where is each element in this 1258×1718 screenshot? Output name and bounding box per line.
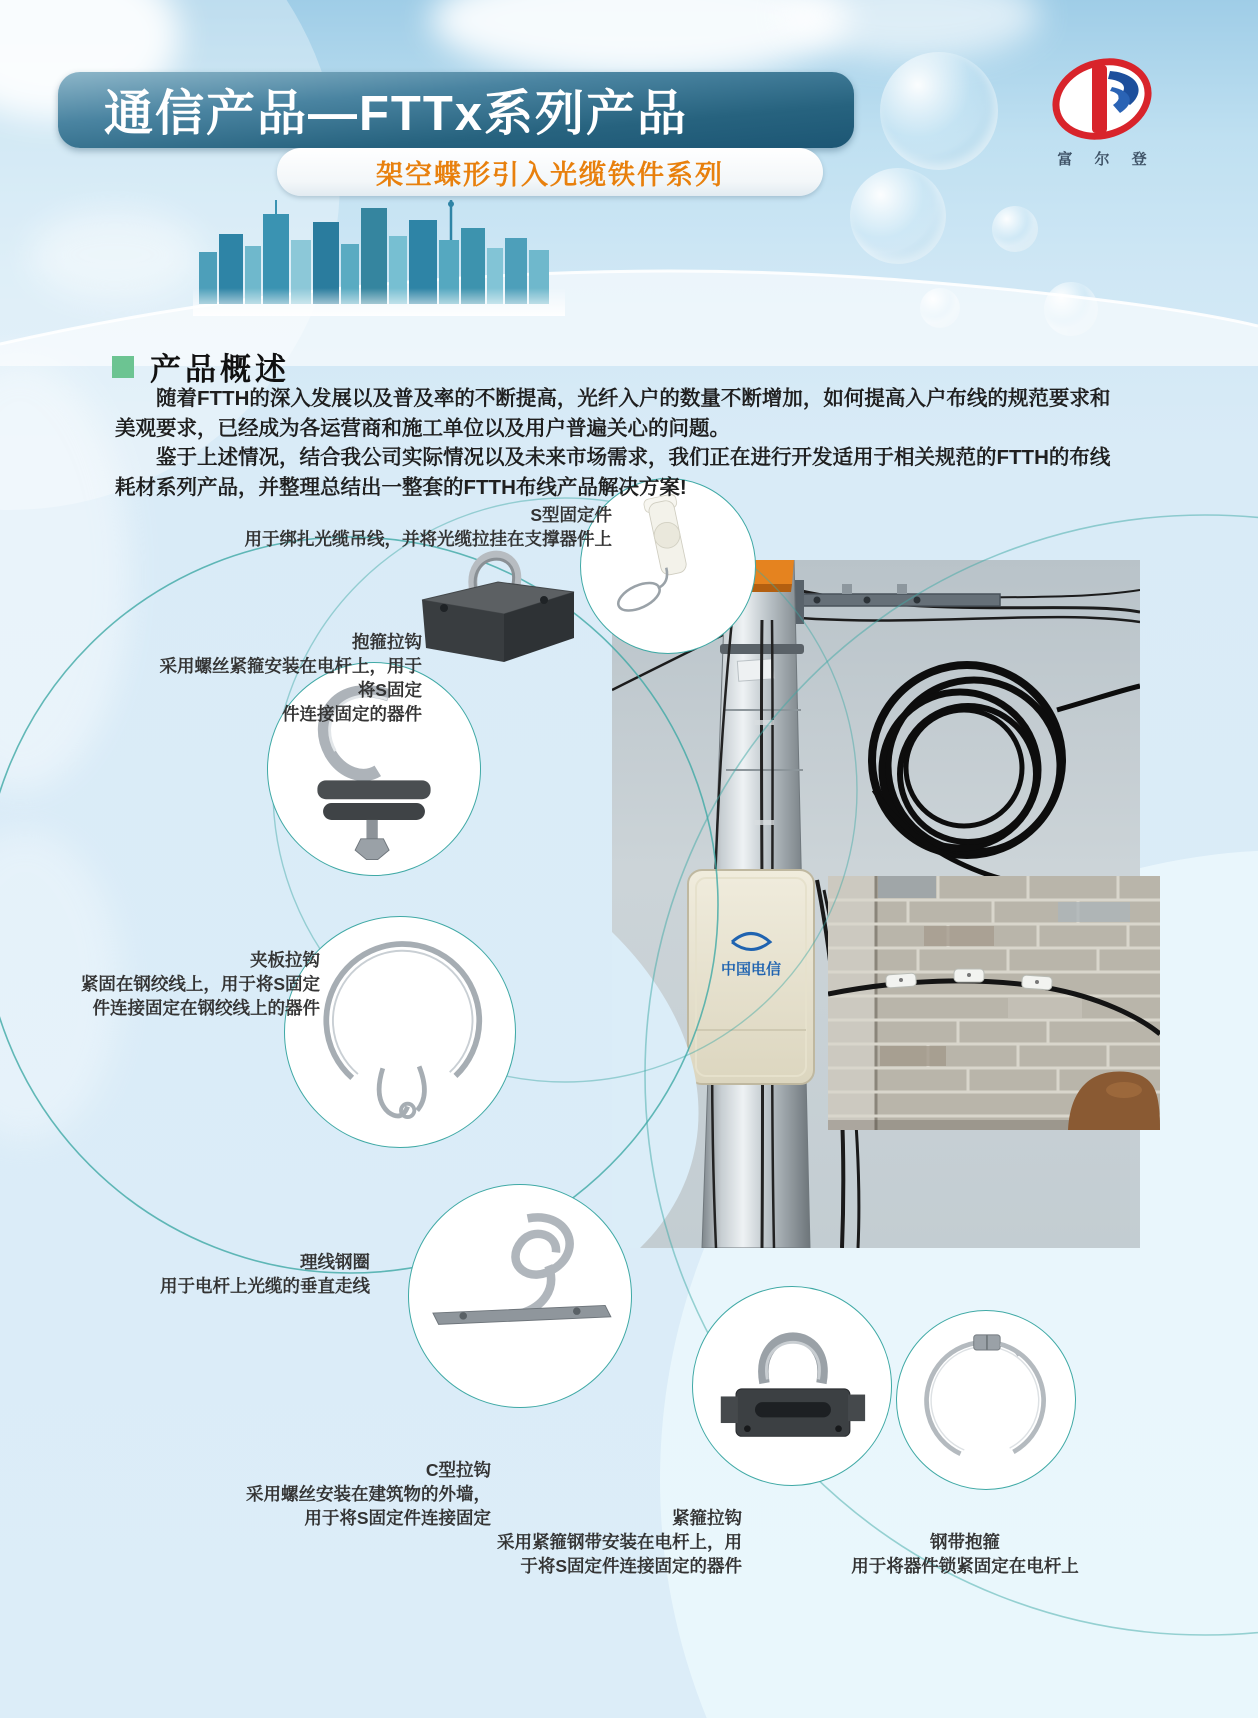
- product-desc-line: 采用紧箍钢带安装在电杆上，用: [497, 1532, 742, 1552]
- green-square-bullet: [112, 356, 134, 378]
- page-title: 通信产品—FTTx系列产品: [104, 87, 689, 141]
- city-skyline: [193, 194, 565, 316]
- band-hook-image: [698, 1292, 886, 1480]
- product-circle-c-hook: [408, 1184, 632, 1408]
- c-hook-image: [414, 1190, 626, 1402]
- section-header: [112, 344, 290, 389]
- title-banner: [58, 72, 854, 148]
- product-desc-line: 采用螺丝安装在建筑物的外墙，: [246, 1484, 491, 1504]
- product-name: 抱箍拉钩: [352, 632, 422, 652]
- product-desc-line: 用于将器件锁紧固定在电杆上: [851, 1556, 1079, 1576]
- page-subtitle: 架空蝶形引入光缆铁件系列: [376, 159, 724, 190]
- product-name: 理线钢圈: [300, 1252, 370, 1272]
- product-desc-line: 件连接固定在钢绞线上的器件: [92, 998, 320, 1018]
- product-desc-line: 紧固在钢绞线上，用于将S固定: [80, 974, 320, 994]
- product-name: C型拉钩: [425, 1460, 491, 1480]
- product-desc-line: 于将S固定件连接固定的器件: [520, 1556, 742, 1576]
- product-desc-line: 用于将S固定件连接固定: [304, 1508, 491, 1528]
- water-bubble: [880, 52, 998, 170]
- overview-paragraph-1: 随着FTTH的深入发展以及普及率的不断提高，光纤入户的数量不断增加，如何提高入户布线的规范要求和美观要求，已经成为各运营商和施工单位以及用户普遍关心的问题。: [115, 387, 1111, 440]
- telecom-box: [688, 870, 814, 1084]
- product-desc-line: 用于绑扎光缆吊线，并将光缆拉挂在支撑器件上: [244, 529, 612, 549]
- product-name: 钢带抱箍: [930, 1532, 1000, 1552]
- crossarm: [790, 594, 1000, 606]
- steel-band-image: [902, 1316, 1070, 1484]
- company-logo: [1044, 56, 1160, 169]
- wire-ring-image: [291, 923, 509, 1141]
- product-name: 夹板拉钩: [250, 950, 320, 970]
- hoop-hook-image: [402, 530, 580, 673]
- product-circle-steel-band: [896, 1310, 1076, 1490]
- fuerdeng-logo-icon: [1050, 56, 1154, 142]
- product-desc-line: 用于电杆上光缆的垂直走线: [160, 1276, 370, 1296]
- company-name: 富 尔 登: [1057, 151, 1156, 168]
- label-band-hook: [495, 1506, 742, 1578]
- product-desc-line: 件连接固定的器件: [282, 704, 422, 724]
- label-c-hook: [243, 1458, 491, 1530]
- product-name: 紧箍拉钩: [672, 1508, 742, 1528]
- overview-paragraph-2: 鉴于上述情况，结合我公司实际情况以及未来市场需求，我们正在进行开发适用于相关规范的FTTH的布线耗材系列产品，并整理总结出一整套的FTTH布线产品解决方案!: [115, 446, 1111, 499]
- label-steel-band: [800, 1530, 1130, 1578]
- subtitle-banner: [277, 148, 823, 196]
- label-wire-ring: [96, 1250, 370, 1298]
- wall-installation-photo: [828, 876, 1160, 1130]
- label-hoop-hook: [145, 630, 422, 726]
- pole-tag: [737, 659, 774, 681]
- telecom-logo-text: 中国电信: [720, 961, 782, 978]
- product-name: S型固定件: [530, 505, 612, 525]
- label-clamp-hook: [58, 948, 320, 1020]
- product-circle-band-hook: [692, 1286, 892, 1486]
- overview-paragraphs: [115, 384, 1115, 502]
- label-s-fixture: [242, 503, 612, 551]
- section-title: 产品概述: [150, 352, 290, 387]
- product-desc-line: 采用螺丝紧箍安装在电杆上，用于将S固定: [159, 656, 422, 700]
